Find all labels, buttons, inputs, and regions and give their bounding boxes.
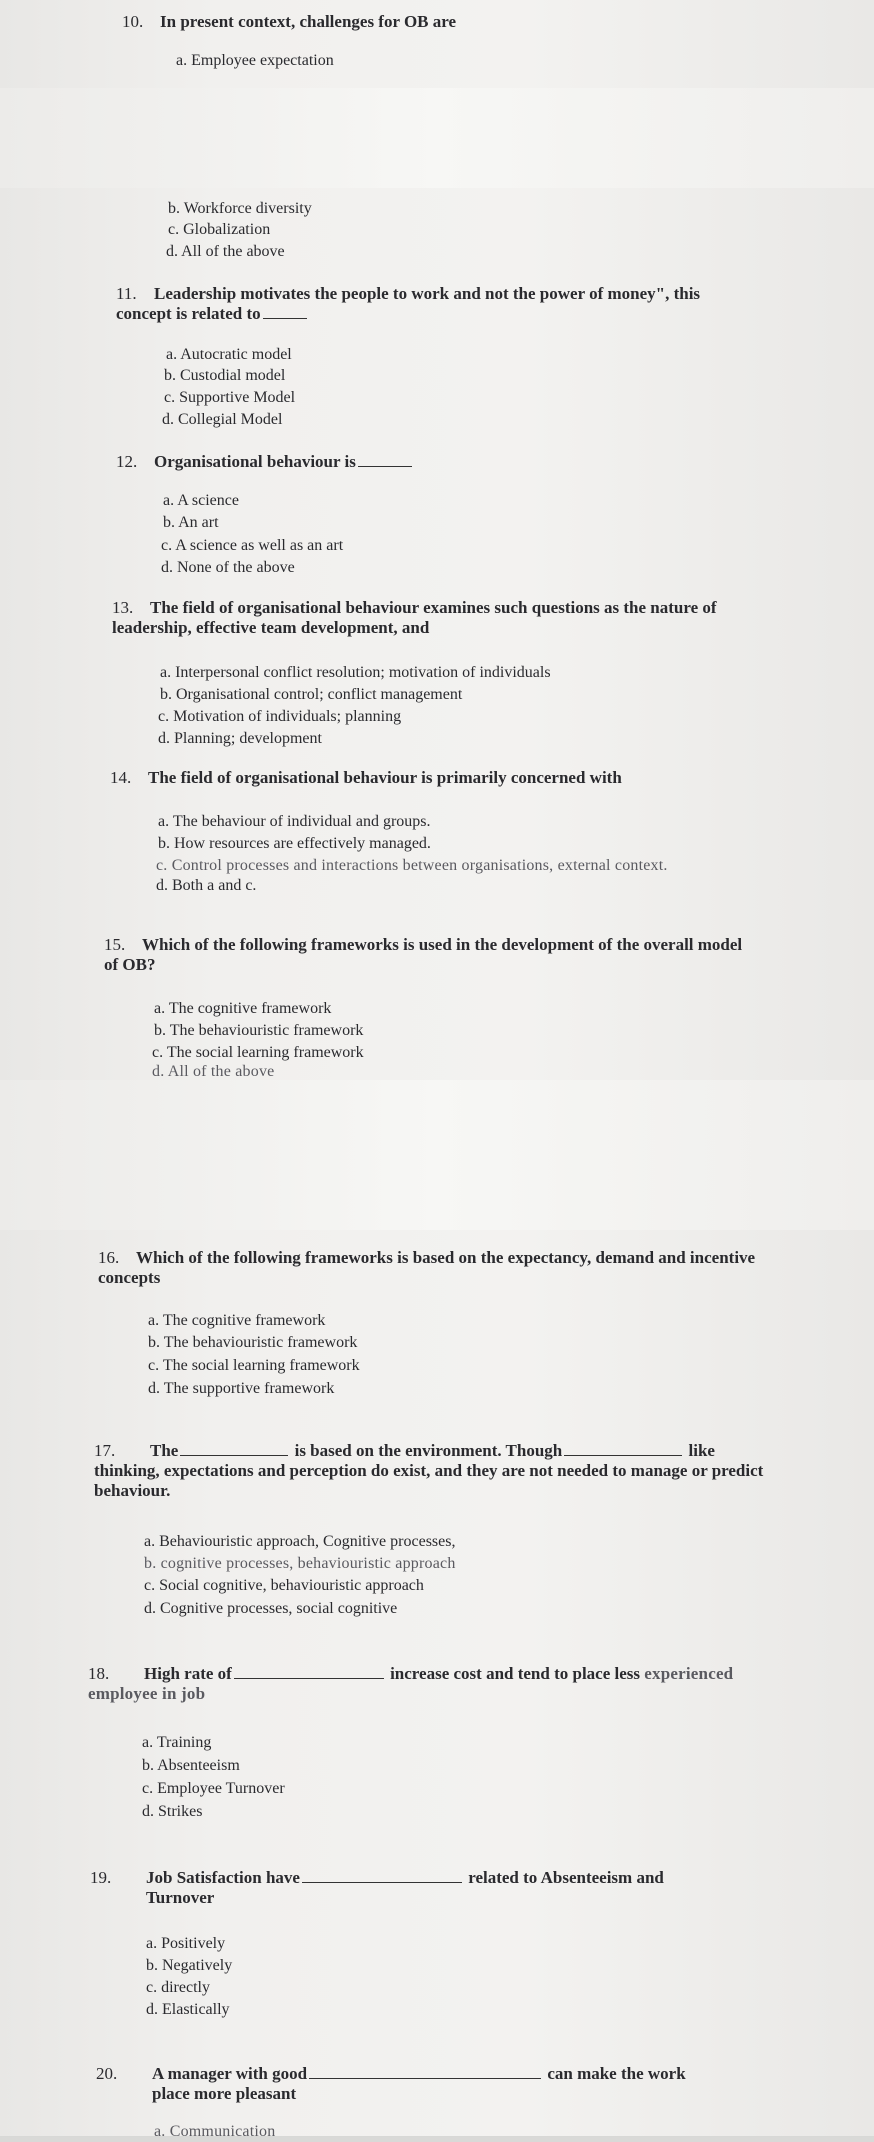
option-c: c. Motivation of individuals; planning [158, 708, 402, 725]
question-number: 13. [112, 598, 134, 617]
option-b: b. The behaviouristic framework [154, 1022, 364, 1039]
option-a: a. The cognitive framework [154, 1000, 332, 1017]
option-b: b. How resources are effectively managed. [158, 835, 431, 852]
question-text: Leadership motivates the people to work and not the power of money", this concept is related to [116, 284, 701, 323]
question-12 [116, 452, 414, 472]
question-19 [90, 1868, 790, 1908]
question-text: Turnover [146, 1888, 215, 1907]
option-d: d. All of the above [152, 1063, 275, 1080]
option-c: c. Employee Turnover [142, 1780, 285, 1797]
option-c: c. A science as well as an art [161, 537, 344, 554]
option-d: d. None of the above [161, 559, 295, 576]
question-text: related to Absenteeism and [468, 1868, 664, 1887]
question-17 [94, 1441, 784, 1501]
question-text: The field of organisational behaviour is primarily concerned with [148, 768, 622, 787]
option-c: c. directly [146, 1979, 210, 1996]
answer-blank [564, 1454, 682, 1456]
question-13 [112, 598, 752, 638]
question-text: Which of the following frameworks is used in the development of the overall model of OB? [104, 935, 743, 974]
option-d: d. Cognitive processes, social cognitive [144, 1600, 398, 1617]
answer-blank [358, 465, 412, 467]
question-text: can make the work [547, 2064, 686, 2083]
answer-blank [263, 317, 307, 319]
question-11 [116, 284, 756, 324]
question-number: 15. [104, 935, 126, 954]
option-b: b. cognitive processes, behaviouristic approach [144, 1555, 456, 1572]
option-a: a. A science [163, 492, 239, 509]
option-c: c. The social learning framework [148, 1357, 360, 1374]
option-b: b. Custodial model [164, 367, 286, 384]
answer-blank [309, 2077, 541, 2079]
question-text: experienced employee in job [88, 1664, 734, 1703]
option-d: d. Strikes [142, 1803, 203, 1820]
question-text: High rate of [144, 1664, 232, 1683]
question-number: 19. [90, 1868, 112, 1887]
page-gap [0, 1080, 874, 1230]
question-text: Which of the following frameworks is based on the expectancy, demand and incentive concepts [98, 1248, 756, 1287]
option-b: b. Organisational control; conflict management [160, 686, 463, 703]
question-number: 17. [94, 1441, 116, 1460]
option-c: c. Supportive Model [164, 389, 296, 406]
option-b: b. The behaviouristic framework [148, 1334, 358, 1351]
option-b: b. Absenteeism [142, 1757, 240, 1774]
question-number: 10. [122, 12, 144, 31]
option-d: d. Planning; development [158, 730, 322, 747]
option-a: a. Training [142, 1734, 212, 1751]
option-a: a. The cognitive framework [148, 1312, 326, 1329]
question-number: 11. [116, 284, 137, 303]
question-text: thinking, expectations and perception do exist, and they are not needed to manage or predict behaviour. [94, 1461, 764, 1500]
option-d: d. Both a and c. [156, 877, 257, 894]
question-text: place more pleasant [152, 2084, 297, 2103]
page-gap [0, 88, 874, 188]
question-text: The [150, 1441, 179, 1460]
option-c: c. The social learning framework [152, 1044, 364, 1061]
option-c: c. Social cognitive, behaviouristic approach [144, 1577, 424, 1594]
option-c: c. Globalization [168, 221, 271, 238]
question-20 [96, 2064, 796, 2104]
option-b: b. Negatively [146, 1957, 233, 1974]
question-number: 12. [116, 452, 138, 471]
question-15 [104, 935, 754, 975]
question-number: 16. [98, 1248, 120, 1267]
question-14 [110, 768, 622, 788]
question-text: In present context, challenges for OB are [160, 12, 457, 31]
option-b: b. Workforce diversity [168, 200, 312, 217]
option-a: a. Communication [154, 2123, 276, 2140]
option-a: a. The behaviour of individual and groups. [158, 813, 431, 830]
question-text: A manager with good [152, 2064, 308, 2083]
question-18 [88, 1664, 788, 1704]
answer-blank [180, 1454, 288, 1456]
option-d: d. All of the above [166, 243, 285, 260]
option-d: d. Collegial Model [162, 411, 283, 428]
option-a: a. Positively [146, 1935, 226, 1952]
question-number: 18. [88, 1664, 110, 1683]
option-d: d. The supportive framework [148, 1380, 335, 1397]
question-text: Job Satisfaction have [146, 1868, 300, 1887]
question-number: 14. [110, 768, 132, 787]
option-a: a. Interpersonal conflict resolution; motivation of individuals [160, 664, 551, 681]
answer-blank [302, 1881, 462, 1883]
answer-blank [234, 1677, 384, 1679]
option-a: a. Behaviouristic approach, Cognitive processes, [144, 1533, 456, 1550]
question-16 [98, 1248, 768, 1288]
question-10 [122, 12, 456, 32]
option-a: a. Autocratic model [166, 346, 292, 363]
question-text: The field of organisational behaviour examines such questions as the nature of leadership, effective team development, and [112, 598, 717, 637]
question-text: Organisational behaviour is [154, 452, 356, 471]
question-text: like [688, 1441, 715, 1460]
option-a: a. Employee expectation [176, 52, 334, 69]
option-d: d. Elastically [146, 2001, 230, 2018]
option-b: b. An art [163, 514, 219, 531]
option-c: c. Control processes and interactions between organisations, external context. [156, 857, 668, 874]
question-number: 20. [96, 2064, 118, 2083]
question-text: increase cost and tend to place less [390, 1664, 641, 1683]
question-text: is based on the environment. Though [294, 1441, 563, 1460]
